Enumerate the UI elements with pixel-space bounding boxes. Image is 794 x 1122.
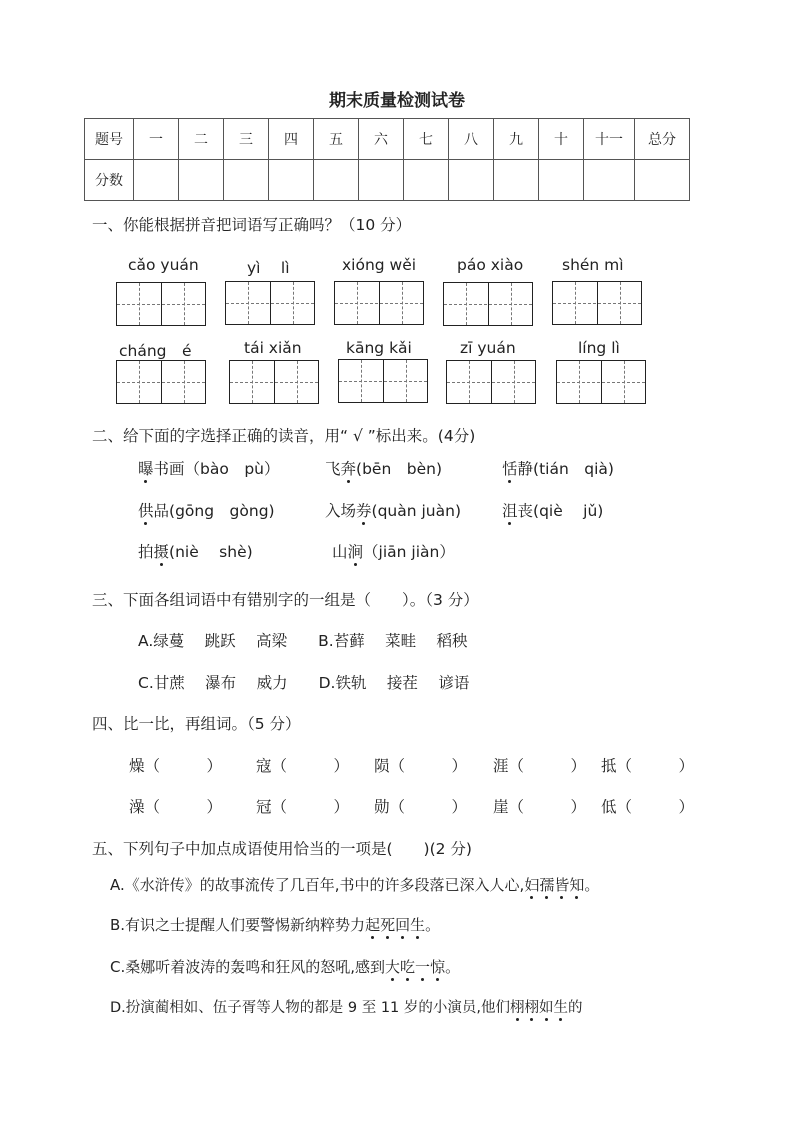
option-d: D.扮演蔺相如、伍子胥等人物的都是 9 至 11 岁的小演员,他们栩栩如生的 [110, 996, 583, 1017]
dotted-char: 回 [395, 916, 411, 934]
compare-item[interactable]: 抵（ ） [601, 757, 695, 775]
dotted-char: 涧 [348, 540, 364, 562]
pinyin-label: líng lì [578, 339, 620, 357]
writing-grid[interactable] [116, 282, 206, 326]
writing-grid[interactable] [443, 282, 533, 326]
writing-grid[interactable] [446, 360, 536, 404]
dotted-char: 孺 [539, 876, 555, 894]
score-cell[interactable] [584, 160, 635, 201]
score-cell[interactable] [404, 160, 449, 201]
writing-grid[interactable] [225, 281, 315, 325]
pinyin-label: cǎo yuán [128, 256, 199, 274]
score-table [84, 118, 690, 201]
pinyin-label: zī yuán [460, 339, 516, 357]
compare-item[interactable]: 涯（ ） [493, 757, 587, 775]
dotted-char: 沮 [502, 499, 518, 521]
reading-item[interactable]: 入场券(quàn juàn) [325, 499, 461, 521]
score-cell[interactable] [359, 160, 404, 201]
reading-item[interactable]: 飞奔(bēn bèn) [325, 457, 442, 479]
choice-line: C.甘蔗 瀑布 威力 D.铁轨 接茬 谚语 [138, 674, 470, 692]
dotted-char: 起 [365, 916, 381, 934]
compare-item[interactable]: 低（ ） [601, 798, 695, 816]
dotted-idiom [524, 876, 584, 894]
dotted-idiom [510, 1000, 568, 1016]
pinyin-label: páo xiào [457, 256, 524, 274]
pinyin-label: kāng kǎi [346, 339, 412, 357]
score-cell[interactable] [449, 160, 494, 201]
dotted-char: 一 [415, 958, 431, 976]
reading-item[interactable]: 山涧（jiān jiàn） [332, 540, 455, 562]
dotted-char: 如 [539, 996, 554, 1017]
score-cell[interactable] [494, 160, 539, 201]
page-title: 期末质量检测试卷 [329, 91, 465, 111]
compare-item[interactable]: 冠（ ） [256, 798, 350, 816]
compare-item[interactable]: 澡（ ） [129, 798, 223, 816]
score-cell[interactable] [314, 160, 359, 201]
compare-item[interactable]: 燥（ ） [129, 757, 223, 775]
table-cell: 总分 [635, 119, 690, 160]
dotted-char: 惊 [430, 958, 446, 976]
dotted-char: 恬 [502, 457, 518, 479]
dotted-char: 皆 [554, 876, 570, 894]
table-cell: 十一 [584, 119, 635, 160]
table-cell: 分数 [85, 160, 134, 201]
dotted-char: 曝 [138, 457, 154, 479]
dotted-char: 摄 [154, 540, 170, 562]
score-cell[interactable] [179, 160, 224, 201]
pinyin-label: xióng wěi [342, 256, 417, 274]
choice-line: A.绿蔓 跳跃 高梁 B.苔藓 菜畦 稻秧 [138, 632, 468, 650]
dotted-char: 死 [380, 916, 396, 934]
section3-heading: 三、下面各组词语中有错别字的一组是（ ）。（3 分） [92, 591, 479, 609]
option-b: B.有识之士提醒人们要警惕新纳粹势力起死回生。 [110, 916, 441, 934]
pinyin-label: shén mì [562, 256, 624, 274]
reading-item[interactable]: 曝书画（bào pù） [138, 457, 280, 479]
table-cell: 八 [449, 119, 494, 160]
compare-item[interactable]: 勋（ ） [374, 798, 468, 816]
section5-heading: 五、下列句子中加点成语使用恰当的一项是( )(2 分) [92, 840, 472, 858]
writing-grid[interactable] [552, 281, 642, 325]
dotted-char: 栩 [525, 996, 540, 1017]
pinyin-label: cháng é [119, 342, 192, 360]
section4-heading: 四、比一比，再组词。（5 分） [92, 715, 301, 733]
pinyin-label: tái xiǎn [244, 339, 302, 357]
dotted-char: 吃 [400, 958, 416, 976]
dotted-char: 券 [356, 499, 372, 521]
table-cell: 五 [314, 119, 359, 160]
dotted-char: 大 [385, 958, 401, 976]
writing-grid[interactable] [229, 360, 319, 404]
table-cell: 三 [224, 119, 269, 160]
score-table-score-row [85, 160, 690, 201]
section1-heading: 一、你能根据拼音把词语写正确吗？（10 分） [92, 216, 412, 234]
dotted-idiom [365, 916, 425, 934]
reading-item[interactable]: 拍摄(niè shè) [138, 540, 253, 562]
score-cell[interactable] [224, 160, 269, 201]
dotted-char: 生 [410, 916, 426, 934]
dotted-char: 妇 [524, 876, 540, 894]
reading-item[interactable]: 恬静(tián qià) [502, 457, 614, 479]
score-cell[interactable] [269, 160, 314, 201]
table-cell: 题号 [85, 119, 134, 160]
score-cell[interactable] [635, 160, 690, 201]
score-table-header-row [85, 119, 690, 160]
writing-grid[interactable] [116, 360, 206, 404]
reading-item[interactable]: 沮丧(qiè jǔ) [502, 499, 603, 521]
reading-item[interactable]: 供品(gōng gòng) [138, 499, 275, 521]
dotted-char: 供 [138, 499, 154, 521]
dotted-char: 生 [554, 996, 569, 1017]
dotted-char: 奔 [341, 457, 357, 479]
option-a: A.《水浒传》的故事流传了几百年,书中的许多段落已深入人心,妇孺皆知。 [110, 876, 600, 894]
compare-item[interactable]: 寇（ ） [256, 757, 350, 775]
option-c: C.桑娜听着波涛的轰鸣和狂风的怒吼,感到大吃一惊。 [110, 958, 461, 976]
section2-heading: 二、给下面的字选择正确的读音，用“ √ ”标出来。(4分) [92, 427, 476, 445]
writing-grid[interactable] [334, 281, 424, 325]
writing-grid[interactable] [338, 359, 428, 403]
score-cell[interactable] [134, 160, 179, 201]
pinyin-label: yì lì [247, 259, 290, 277]
table-cell: 六 [359, 119, 404, 160]
compare-item[interactable]: 崖（ ） [493, 798, 587, 816]
dotted-char: 知 [569, 876, 585, 894]
table-cell: 四 [269, 119, 314, 160]
dotted-char: 栩 [510, 996, 525, 1017]
table-cell: 七 [404, 119, 449, 160]
dotted-idiom [385, 958, 445, 976]
table-cell: 九 [494, 119, 539, 160]
table-cell: 十 [539, 119, 584, 160]
table-cell: 一 [134, 119, 179, 160]
table-cell: 二 [179, 119, 224, 160]
compare-item[interactable]: 陨（ ） [374, 757, 468, 775]
score-cell[interactable] [539, 160, 584, 201]
writing-grid[interactable] [556, 360, 646, 404]
